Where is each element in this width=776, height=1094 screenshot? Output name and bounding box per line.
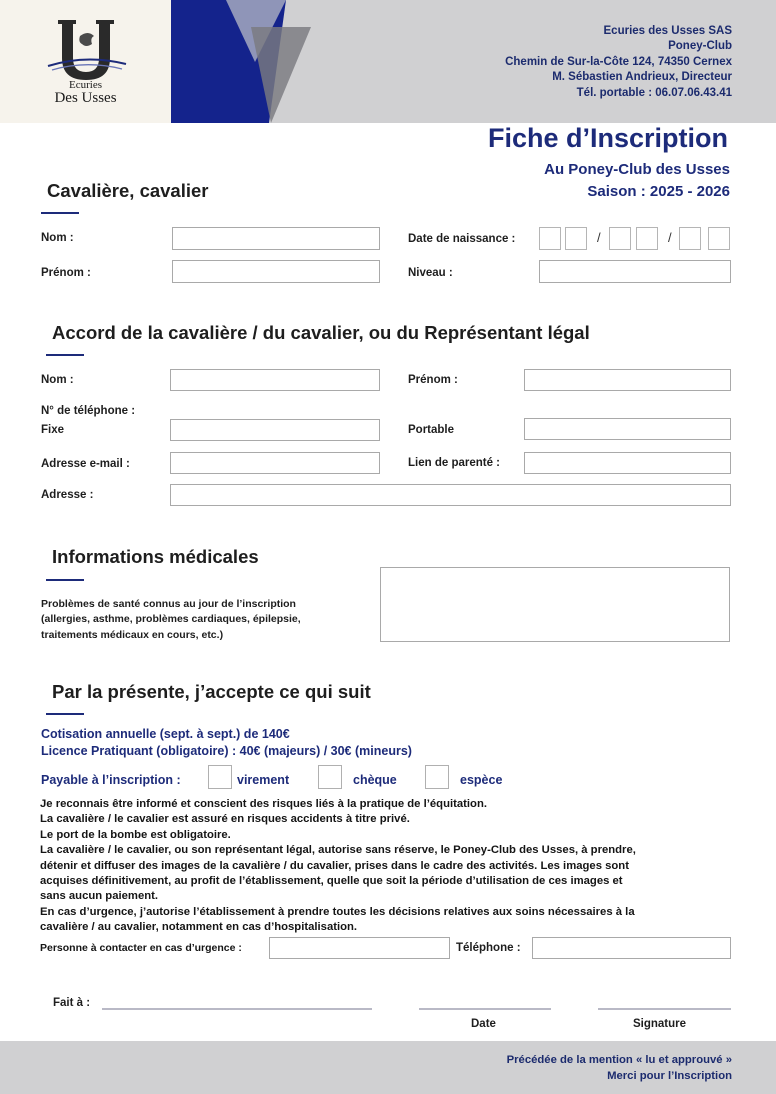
logo bbox=[0, 0, 171, 123]
dob-year-1-box[interactable] bbox=[679, 227, 701, 250]
medical-heading-rule bbox=[46, 579, 84, 581]
signature-line[interactable] bbox=[598, 1008, 731, 1010]
phone-label: N° de téléphone : bbox=[41, 405, 136, 417]
logo-word-1: Ecuries bbox=[69, 79, 102, 91]
company-type: Poney-Club bbox=[668, 40, 732, 53]
email-field[interactable] bbox=[170, 452, 380, 474]
dob-month-2-box[interactable] bbox=[636, 227, 658, 250]
company-director: M. Sébastien Andrieux, Directeur bbox=[552, 71, 732, 84]
dob-year-2-box[interactable] bbox=[708, 227, 730, 250]
guardian-prenom-label: Prénom : bbox=[408, 374, 458, 386]
page-title: Fiche d’Inscription bbox=[487, 123, 728, 153]
rider-prenom-label: Prénom : bbox=[41, 267, 91, 279]
date-label: Date bbox=[471, 1018, 496, 1030]
email-label: Adresse e-mail : bbox=[41, 458, 130, 470]
date-line[interactable] bbox=[419, 1008, 551, 1010]
logo-emblem bbox=[40, 14, 132, 84]
place-line[interactable] bbox=[102, 1008, 372, 1010]
agreement-line: Je reconnais être informé et conscient des risques liés à la pratique de l’équitation. bbox=[40, 798, 487, 810]
dob-day-2-box[interactable] bbox=[565, 227, 587, 250]
relation-field[interactable] bbox=[524, 452, 731, 474]
emergency-phone-field[interactable] bbox=[532, 937, 731, 959]
company-address: Chemin de Sur-la-Côte 124, 74350 Cernex bbox=[505, 55, 732, 68]
cheque-label: chèque bbox=[353, 773, 397, 787]
rider-nom-field[interactable] bbox=[172, 227, 380, 250]
cheque-checkbox[interactable] bbox=[318, 765, 342, 789]
emergency-contact-field[interactable] bbox=[269, 937, 450, 959]
agreement-line: sans aucun paiement. bbox=[40, 890, 159, 903]
medical-desc-line: (allergies, asthme, problèmes cardiaques, épilepsie, bbox=[41, 613, 301, 626]
guardian-section-heading: Accord de la cavalière / du cavalier, ou du Représentant légal bbox=[52, 322, 590, 343]
dob-day-1-box[interactable] bbox=[539, 227, 561, 250]
medical-section-heading: Informations médicales bbox=[52, 546, 259, 567]
fee-line-2: Licence Pratiquant (obligatoire) : 40€ (majeurs) / 30€ (mineurs) bbox=[41, 744, 412, 758]
rider-nom-label: Nom : bbox=[41, 232, 74, 244]
relation-label: Lien de parenté : bbox=[408, 457, 501, 469]
guardian-nom-label: Nom : bbox=[41, 374, 74, 386]
medical-desc-line: Problèmes de santé connus au jour de l’inscription bbox=[41, 598, 296, 610]
medical-textarea[interactable] bbox=[380, 567, 730, 642]
emergency-contact-label: Personne à contacter en cas d’urgence : bbox=[40, 942, 242, 954]
portable-label: Portable bbox=[408, 424, 455, 436]
footer-line-2: Merci pour l’Inscription bbox=[607, 1070, 732, 1082]
rider-section-heading: Cavalière, cavalier bbox=[47, 180, 209, 201]
niveau-label: Niveau : bbox=[408, 267, 453, 279]
place-label: Fait à : bbox=[53, 997, 91, 1009]
medical-description bbox=[41, 597, 301, 643]
espece-checkbox[interactable] bbox=[425, 765, 449, 789]
dob-separator: / bbox=[597, 230, 601, 245]
agreement-line: détenir et diffuser des images de la cavalière / du cavalier, prises dans le cadre des activités. Les images sont bbox=[40, 859, 629, 872]
address-field[interactable] bbox=[170, 484, 731, 506]
fee-line-1: Cotisation annuelle (sept. à sept.) de 140€ bbox=[41, 727, 290, 741]
agreement-paragraph bbox=[40, 797, 730, 936]
header-triangles bbox=[171, 0, 321, 123]
guardian-nom-field[interactable] bbox=[170, 369, 380, 391]
fixe-label: Fixe bbox=[41, 424, 65, 436]
company-name: Ecuries des Usses SAS bbox=[603, 25, 732, 37]
niveau-field[interactable] bbox=[539, 260, 731, 283]
portable-field[interactable] bbox=[524, 418, 731, 440]
company-info bbox=[505, 24, 732, 101]
rider-heading-rule bbox=[41, 212, 79, 214]
agreement-line: acquises définitivement, au profit de l’établissement, quelle que soit la période d’utilisation de ces images et bbox=[40, 875, 623, 888]
agreement-section-heading: Par la présente, j’accepte ce qui suit bbox=[52, 681, 371, 702]
logo-word-2: Des Usses bbox=[54, 90, 117, 106]
dob-separator: / bbox=[668, 230, 672, 245]
medical-desc-line: traitements médicaux en cours, etc.) bbox=[41, 628, 224, 641]
espece-label: espèce bbox=[460, 773, 503, 787]
agreement-line: La cavalière / le cavalier est assuré en risques accidents à titre privé. bbox=[40, 813, 410, 826]
agreement-line: Le port de la bombe est obligatoire. bbox=[40, 828, 231, 841]
footer-line-1: Précédée de la mention « lu et approuvé » bbox=[506, 1054, 732, 1066]
agreement-heading-rule bbox=[46, 713, 84, 715]
virement-label: virement bbox=[237, 773, 290, 787]
guardian-prenom-field[interactable] bbox=[524, 369, 731, 391]
agreement-line: cavalière / au cavalier, notamment en cas d’hospitalisation. bbox=[40, 921, 358, 934]
footer-text bbox=[507, 1052, 732, 1084]
payable-label: Payable à l’inscription : bbox=[41, 773, 181, 787]
dob-month-1-box[interactable] bbox=[609, 227, 631, 250]
fixe-field[interactable] bbox=[170, 419, 380, 441]
agreement-line: La cavalière / le cavalier, ou son représentant légal, autorise sans réserve, le Poney-Club des Usses, à prendre, bbox=[40, 844, 636, 857]
signature-label: Signature bbox=[633, 1018, 687, 1030]
address-label: Adresse : bbox=[41, 489, 94, 501]
virement-checkbox[interactable] bbox=[208, 765, 232, 789]
company-phone: Tél. portable : 06.07.06.43.41 bbox=[576, 86, 732, 99]
guardian-heading-rule bbox=[46, 354, 84, 356]
page-subtitle: Au Poney-Club des Usses bbox=[544, 161, 730, 178]
season: Saison : 2025 - 2026 bbox=[587, 183, 730, 200]
emergency-phone-label: Téléphone : bbox=[456, 942, 521, 954]
dob-label: Date de naissance : bbox=[408, 233, 516, 245]
agreement-line: En cas d’urgence, j’autorise l’établissement à prendre toutes les décisions relatives aux soins nécessaires à la bbox=[40, 905, 635, 918]
rider-prenom-field[interactable] bbox=[172, 260, 380, 283]
